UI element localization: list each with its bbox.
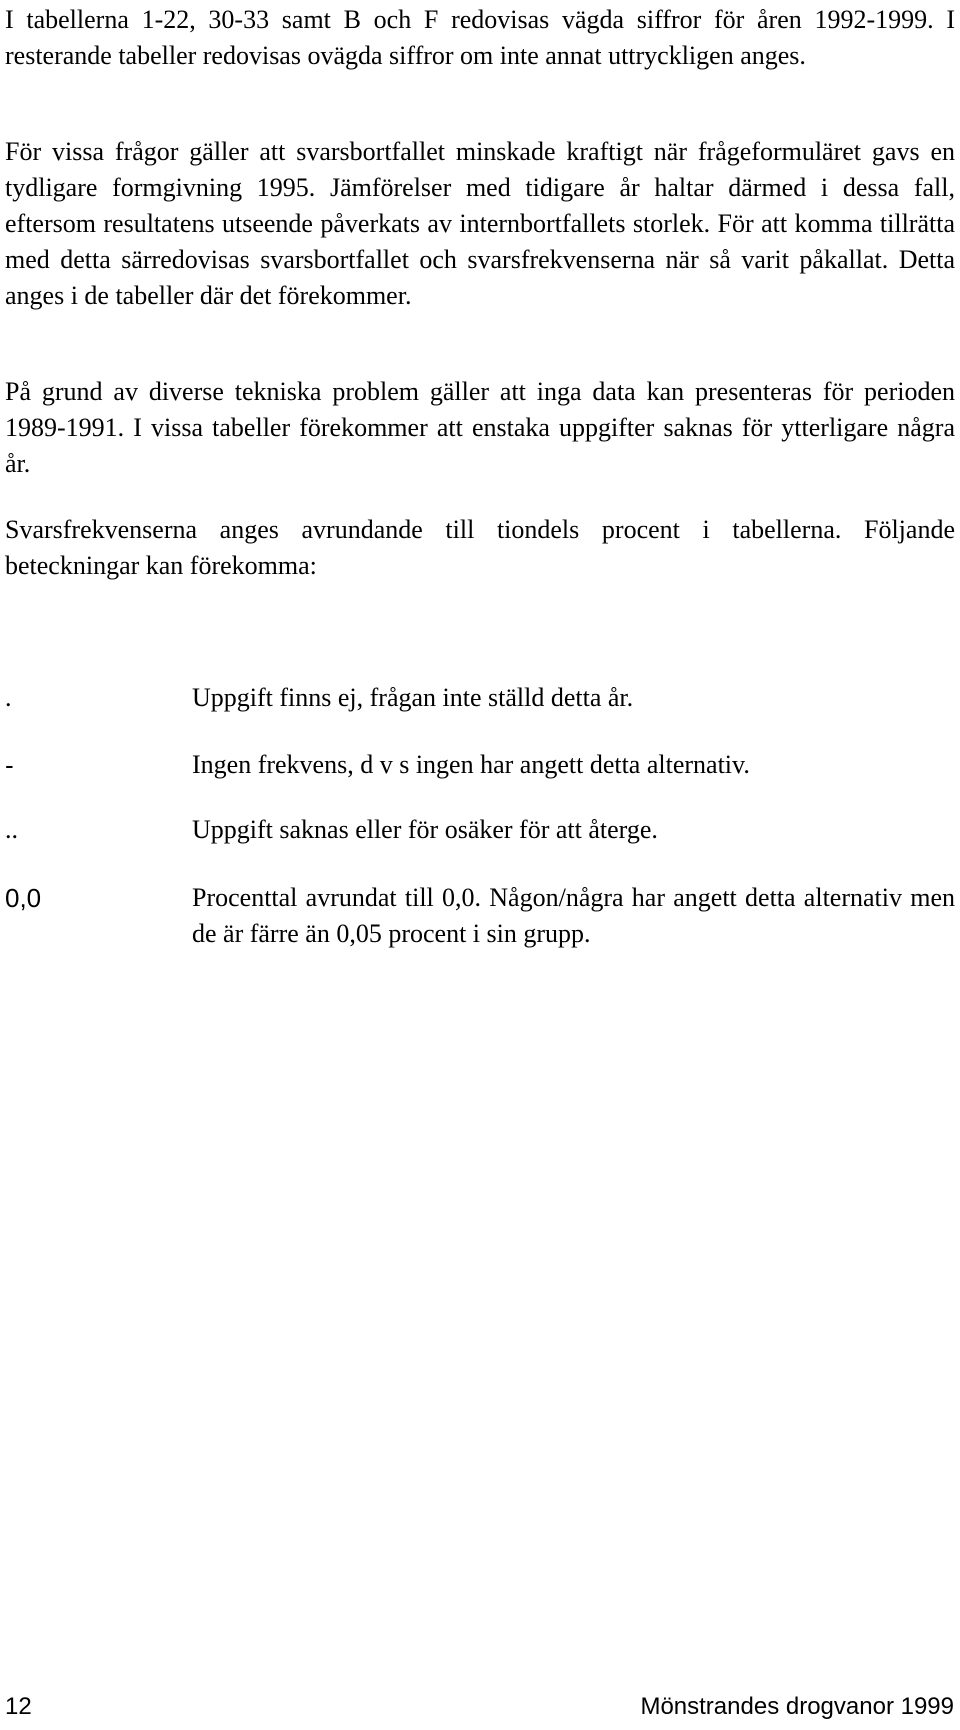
- legend-description: Uppgift finns ej, frågan inte ställd detta år.: [192, 683, 634, 712]
- legend-symbol: -: [5, 750, 14, 780]
- legend-symbol: .: [5, 683, 12, 712]
- paragraph-rounding: Svarsfrekvenserna anges avrundande till tiondels procent i tabellerna. Följande beteckningar kan förekomma:: [5, 515, 955, 580]
- legend-description: Uppgift saknas eller för osäker för att återge.: [192, 815, 658, 844]
- legend-description: Procenttal avrundat till 0,0. Någon/några har angett detta alternativ men de är färre än 0,05 procent i sin grupp.: [192, 883, 955, 948]
- paragraph-weighted-figures: I tabellerna 1-22, 30-33 samt B och F redovisas vägda siffror för åren 1992-1999. I resterande tabeller redovisas ovägda siffror om inte annat uttryckligen anges.: [5, 5, 955, 70]
- publication-title: Mönstrandes drogvanor 1999: [640, 1693, 954, 1720]
- legend-symbol: ..: [5, 815, 18, 844]
- legend-description: Ingen frekvens, d v s ingen har angett detta alternativ.: [192, 750, 750, 779]
- paragraph-response-dropout: För vissa frågor gäller att svarsbortfallet minskade kraftigt när frågeformuläret gavs en tydligare formgivning 1995. Jämförelser med tidigare år haltar därmed i dessa fall, eftersom resultatens utseende påverkats av internbortfallets storlek. För att komma tillrätta med detta särredovisas svarsbortfallet och svarsfrekvenserna när så varit påkallat. Detta anges i de tabeller där det förekommer.: [5, 137, 955, 310]
- legend-symbol: 0,0: [5, 883, 42, 913]
- page-number: 12: [5, 1693, 32, 1720]
- paragraph-missing-data: På grund av diverse tekniska problem gäller att inga data kan presenteras för perioden 1989-1991. I vissa tabeller förekommer att enstaka uppgifter saknas för ytterligare några år.: [5, 377, 955, 478]
